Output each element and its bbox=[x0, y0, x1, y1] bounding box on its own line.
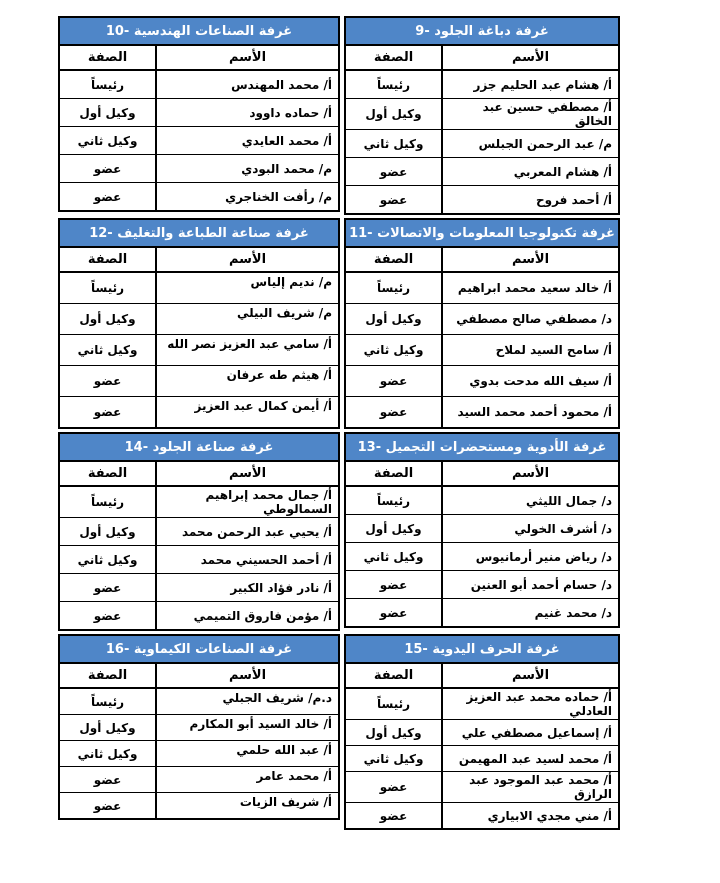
chamber-table-title: 15- غرفة الحرف اليدوية bbox=[346, 636, 618, 664]
member-role-cell: وكيل أول bbox=[79, 312, 136, 326]
table-row bbox=[346, 772, 618, 803]
member-name-cell: د/ أشرف الخولي bbox=[441, 515, 618, 542]
member-name-cell: أ/ هيثم طه عرفان bbox=[155, 366, 338, 396]
table-row bbox=[346, 186, 618, 213]
chamber-table-title: 9- غرفة دباغة الجلود bbox=[346, 18, 618, 46]
table-row bbox=[60, 518, 338, 546]
name-column-header: الأسم bbox=[155, 664, 338, 687]
chamber-table-9 bbox=[344, 16, 620, 215]
table-row bbox=[346, 571, 618, 599]
member-name-cell: د.م/ شريف الجبلي bbox=[155, 689, 338, 714]
table-row bbox=[346, 158, 618, 186]
member-role-cell: وكيل ثاني bbox=[363, 136, 424, 151]
chamber-table-16 bbox=[58, 634, 340, 820]
member-role-cell: وكيل ثاني bbox=[363, 343, 424, 357]
role-column-header: الصفة bbox=[87, 50, 128, 65]
table-row bbox=[346, 543, 618, 571]
role-column-header: الصفة bbox=[373, 252, 414, 267]
name-column-header: الأسم bbox=[441, 46, 618, 69]
table-row bbox=[60, 741, 338, 767]
table-row bbox=[60, 793, 338, 818]
table-row bbox=[60, 99, 338, 127]
member-name-cell: أ/ هشام المعربي bbox=[441, 158, 618, 185]
member-name-cell: أ/ إسماعيل مصطفي علي bbox=[441, 720, 618, 745]
table-row bbox=[60, 335, 338, 366]
table-row bbox=[346, 130, 618, 158]
member-role-cell: رئيساً bbox=[90, 77, 125, 92]
member-role-cell: وكيل أول bbox=[79, 105, 136, 120]
name-column-header: الأسم bbox=[155, 248, 338, 271]
member-name-cell: أ/ سامح السيد لملاح bbox=[441, 335, 618, 365]
member-role-cell: وكيل أول bbox=[365, 312, 422, 326]
member-name-cell: أ/ عبد الله حلمي bbox=[155, 741, 338, 766]
table-row bbox=[346, 746, 618, 772]
chamber-table-title: 12- غرفة صناعة الطباعة والتغليف bbox=[60, 220, 338, 248]
table-row bbox=[346, 304, 618, 335]
table-row bbox=[60, 304, 338, 335]
member-name-cell: أ/ محمد العايدي bbox=[155, 127, 338, 154]
member-role-cell: عضو bbox=[379, 164, 408, 179]
chamber-table-title: 16- غرفة الصناعات الكيماوية bbox=[60, 636, 338, 664]
member-name-cell: د/ جمال الليثي bbox=[441, 487, 618, 514]
name-column-header: الأسم bbox=[441, 664, 618, 687]
table-band-1 bbox=[58, 16, 620, 215]
member-name-cell: أ/ سيف الله مدحت بدوي bbox=[441, 366, 618, 396]
table-header-row bbox=[346, 46, 618, 71]
member-name-cell: م/ رأفت الخناجري bbox=[155, 183, 338, 210]
chamber-table-13 bbox=[344, 432, 620, 628]
table-row bbox=[346, 99, 618, 130]
member-name-cell: أ/ مصطفي حسين عبد الخالق bbox=[441, 99, 618, 129]
table-row bbox=[60, 767, 338, 793]
role-column-header: الصفة bbox=[373, 668, 414, 683]
chamber-table-14 bbox=[58, 432, 340, 631]
member-name-cell: أ/ محمود أحمد محمد السيد bbox=[441, 397, 618, 427]
member-name-cell: أ/ خالد السيد أبو المكارم bbox=[155, 715, 338, 740]
table-row bbox=[60, 715, 338, 741]
member-name-cell: أ/ خالد سعيد محمد ابراهيم bbox=[441, 273, 618, 303]
table-row bbox=[60, 574, 338, 602]
member-role-cell: عضو bbox=[93, 189, 122, 204]
table-row bbox=[346, 71, 618, 99]
table-row bbox=[60, 273, 338, 304]
chamber-table-10 bbox=[58, 16, 340, 212]
member-name-cell: م/ محمد البودي bbox=[155, 155, 338, 182]
member-name-cell: أ/ نادر فؤاد الكبير bbox=[155, 574, 338, 601]
role-column-header: الصفة bbox=[87, 668, 128, 683]
member-role-cell: رئيساً bbox=[376, 493, 411, 508]
chamber-table-15 bbox=[344, 634, 620, 830]
member-name-cell: أ/ أيمن كمال عبد العزيز bbox=[155, 397, 338, 427]
table-row bbox=[60, 366, 338, 397]
table-row bbox=[346, 335, 618, 366]
member-role-cell: رئيساً bbox=[90, 281, 125, 295]
name-column-header: الأسم bbox=[155, 462, 338, 485]
member-role-cell: وكيل أول bbox=[79, 524, 136, 539]
tables-grid bbox=[58, 16, 620, 833]
member-role-cell: وكيل أول bbox=[365, 725, 422, 740]
member-role-cell: رئيساً bbox=[90, 495, 125, 509]
member-role-cell: رئيساً bbox=[90, 694, 125, 709]
member-role-cell: رئيساً bbox=[376, 697, 411, 711]
member-name-cell: أ/ يحيي عبد الرحمن محمد bbox=[155, 518, 338, 545]
name-column-header: الأسم bbox=[441, 248, 618, 271]
member-name-cell: أ/ أحمد فروح bbox=[441, 186, 618, 213]
member-role-cell: عضو bbox=[93, 580, 122, 595]
table-row bbox=[346, 273, 618, 304]
table-band-3 bbox=[58, 432, 620, 631]
table-row bbox=[346, 366, 618, 397]
name-column-header: الأسم bbox=[441, 462, 618, 485]
chamber-table-title: 11- غرفة تكنولوجيا المعلومات والاتصالات bbox=[346, 220, 618, 248]
member-name-cell: أ/ هشام عبد الحليم جزر bbox=[441, 71, 618, 98]
member-role-cell: عضو bbox=[93, 608, 122, 623]
member-role-cell: عضو bbox=[93, 374, 122, 388]
member-role-cell: رئيساً bbox=[376, 77, 411, 92]
member-role-cell: عضو bbox=[379, 605, 408, 620]
member-name-cell: د/ رياض منير أرمانيوس bbox=[441, 543, 618, 570]
member-role-cell: وكيل أول bbox=[79, 720, 136, 735]
table-row bbox=[346, 487, 618, 515]
member-name-cell: م/ عبد الرحمن الجبلس bbox=[441, 130, 618, 157]
member-role-cell: وكيل ثاني bbox=[77, 343, 138, 357]
member-name-cell: أ/ أحمد الحسيني محمد bbox=[155, 546, 338, 573]
member-name-cell: أ/ حماده داوود bbox=[155, 99, 338, 126]
member-role-cell: عضو bbox=[379, 192, 408, 207]
table-row bbox=[346, 689, 618, 720]
member-name-cell: د/ مصطفي صالح مصطفي bbox=[441, 304, 618, 334]
table-row bbox=[346, 803, 618, 828]
role-column-header: الصفة bbox=[373, 466, 414, 481]
member-name-cell: أ/ حماده محمد عبد العزيز العادلي bbox=[441, 689, 618, 719]
member-name-cell: د/ محمد غنيم bbox=[441, 599, 618, 626]
member-name-cell: أ/ مؤمن فاروق التميمي bbox=[155, 602, 338, 629]
table-header-row bbox=[60, 46, 338, 71]
member-role-cell: عضو bbox=[93, 798, 122, 813]
member-name-cell: أ/ مني مجدي الابياري bbox=[441, 803, 618, 828]
table-header-row bbox=[60, 462, 338, 487]
table-band-4 bbox=[58, 634, 620, 830]
table-row bbox=[60, 127, 338, 155]
table-row bbox=[60, 689, 338, 715]
member-role-cell: عضو bbox=[93, 772, 122, 787]
role-column-header: الصفة bbox=[87, 466, 128, 481]
member-role-cell: وكيل أول bbox=[365, 107, 422, 121]
table-row bbox=[346, 515, 618, 543]
member-role-cell: وكيل أول bbox=[365, 521, 422, 536]
table-row bbox=[60, 602, 338, 629]
table-header-row bbox=[346, 248, 618, 273]
member-role-cell: عضو bbox=[379, 374, 408, 388]
table-row bbox=[346, 720, 618, 746]
member-role-cell: وكيل ثاني bbox=[77, 133, 138, 148]
chamber-table-title: 13- غرفة الأدوية ومستحضرات التجميل bbox=[346, 434, 618, 462]
chamber-table-title: 10- غرفة الصناعات الهندسية bbox=[60, 18, 338, 46]
member-role-cell: عضو bbox=[379, 780, 408, 794]
table-header-row bbox=[60, 248, 338, 273]
member-role-cell: عضو bbox=[93, 405, 122, 419]
member-role-cell: وكيل ثاني bbox=[77, 552, 138, 567]
member-name-cell: أ/ محمد لسيد عبد المهيمن bbox=[441, 746, 618, 771]
member-role-cell: رئيساً bbox=[376, 281, 411, 295]
member-role-cell: وكيل ثاني bbox=[363, 751, 424, 766]
table-row bbox=[60, 546, 338, 574]
chamber-table-12 bbox=[58, 218, 340, 429]
table-row bbox=[60, 397, 338, 427]
table-band-2 bbox=[58, 218, 620, 429]
name-column-header: الأسم bbox=[155, 46, 338, 69]
table-row bbox=[60, 183, 338, 210]
table-row bbox=[60, 487, 338, 518]
member-name-cell: أ/ محمد المهندس bbox=[155, 71, 338, 98]
table-row bbox=[346, 397, 618, 427]
chamber-table-title: 14- غرفة صناعة الجلود bbox=[60, 434, 338, 462]
table-header-row bbox=[346, 462, 618, 487]
member-name-cell: أ/ محمد عامر bbox=[155, 767, 338, 792]
member-name-cell: د/ حسام أحمد أبو العنين bbox=[441, 571, 618, 598]
role-column-header: الصفة bbox=[87, 252, 128, 267]
member-name-cell: أ/ جمال محمد إبراهيم السمالوطي bbox=[155, 487, 338, 517]
member-role-cell: عضو bbox=[93, 161, 122, 176]
member-role-cell: وكيل ثاني bbox=[363, 549, 424, 564]
member-name-cell: م/ شريف البيلي bbox=[155, 304, 338, 334]
table-row bbox=[60, 71, 338, 99]
table-header-row bbox=[346, 664, 618, 689]
table-header-row bbox=[60, 664, 338, 689]
member-name-cell: م/ نديم إلياس bbox=[155, 273, 338, 303]
role-column-header: الصفة bbox=[373, 50, 414, 65]
chamber-table-11 bbox=[344, 218, 620, 429]
member-role-cell: عضو bbox=[379, 405, 408, 419]
table-row bbox=[346, 599, 618, 626]
member-name-cell: أ/ شريف الزيات bbox=[155, 793, 338, 818]
member-name-cell: أ/ محمد عبد الموجود عبد الرازق bbox=[441, 772, 618, 802]
member-name-cell: أ/ سامي عبد العزيز نصر الله bbox=[155, 335, 338, 365]
member-role-cell: وكيل ثاني bbox=[77, 746, 138, 761]
member-role-cell: عضو bbox=[379, 577, 408, 592]
table-row bbox=[60, 155, 338, 183]
member-role-cell: عضو bbox=[379, 808, 408, 823]
